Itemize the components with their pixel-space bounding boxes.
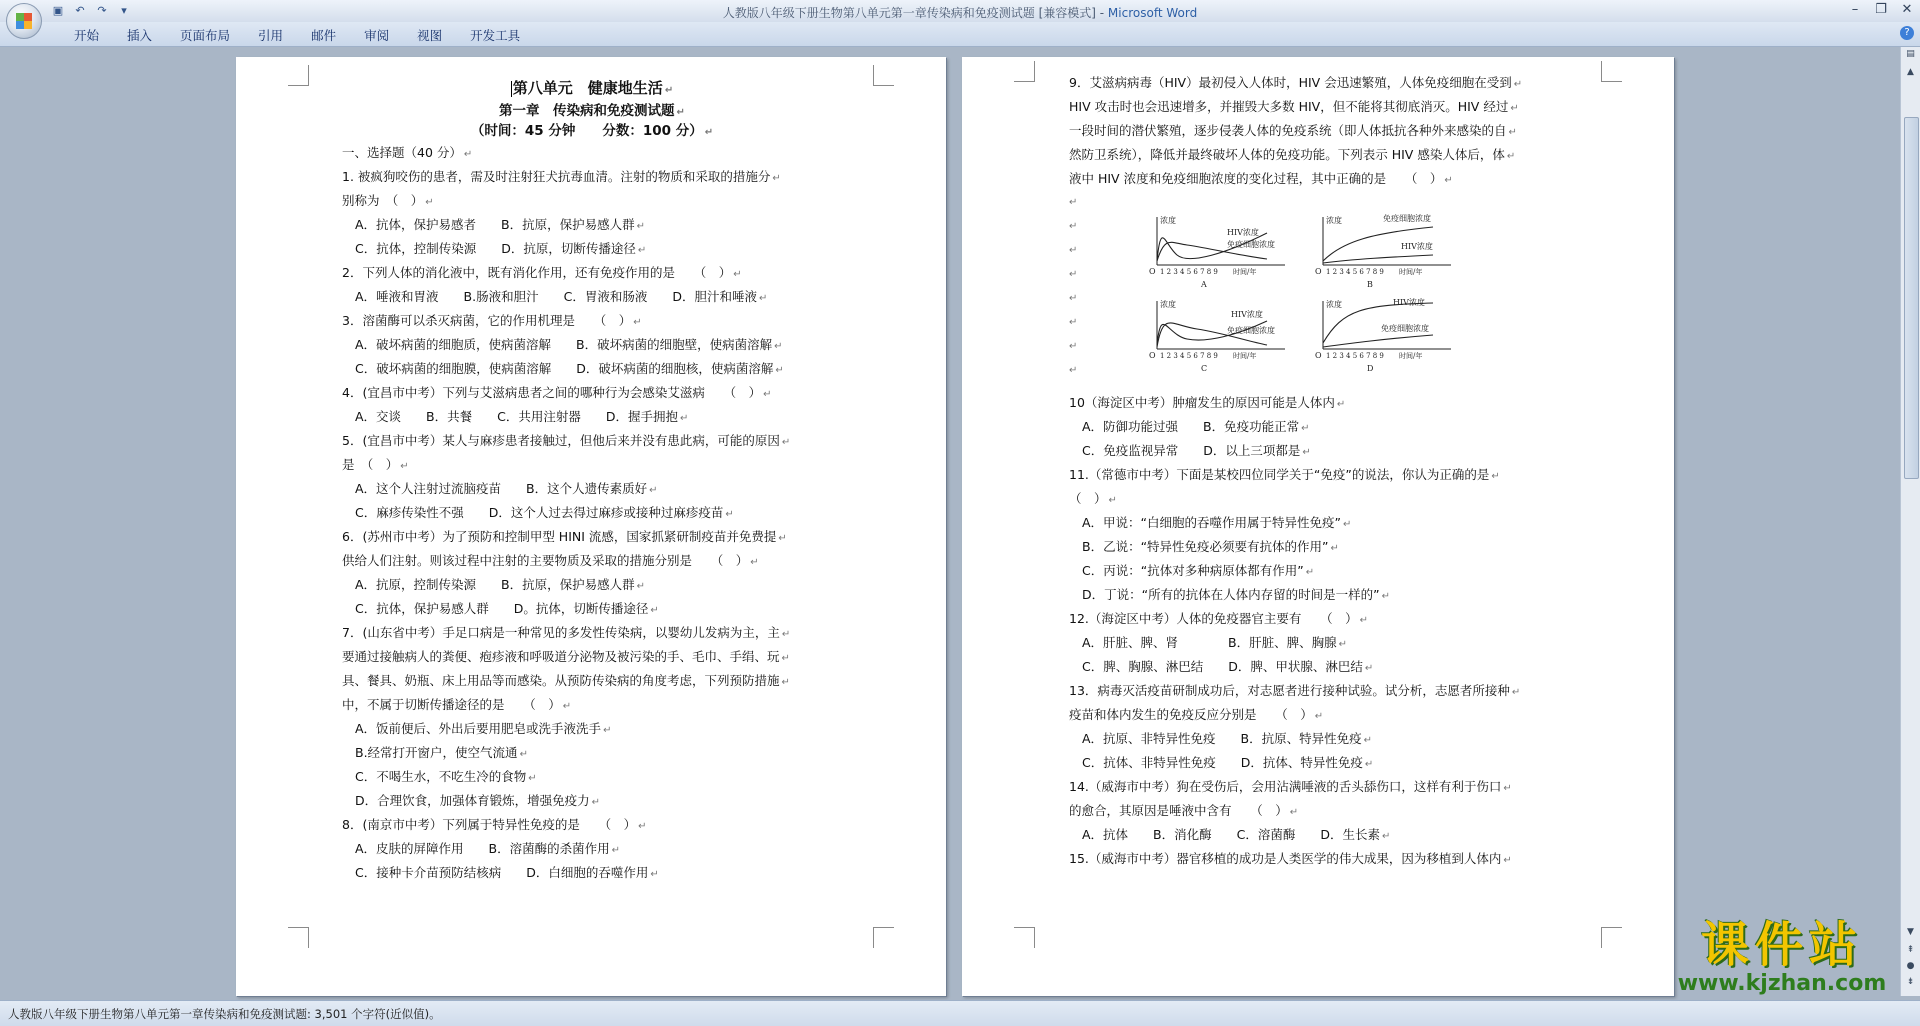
site-watermark xyxy=(1662,918,1902,996)
text-line[interactable] xyxy=(342,765,842,789)
crop-mark xyxy=(1601,61,1622,82)
text-line[interactable] xyxy=(1069,727,1575,751)
x-tick-labels: 1 2 3 4 5 6 7 8 9 xyxy=(1160,268,1218,276)
office-logo-icon xyxy=(16,13,32,29)
text-line[interactable] xyxy=(1069,847,1575,871)
text-line-content: A．抗原、非特异性免疫 B．抗原、特异性免疫 xyxy=(1082,731,1362,746)
text-line[interactable] xyxy=(1069,167,1575,191)
paragraph-mark: ↵ xyxy=(758,293,768,304)
text-line-content: 1. 被疯狗咬伤的患者，需及时注射狂犬抗毒血清。注射的物质和采取的措施分 xyxy=(342,169,771,184)
text-line-content: A．唾液和胃液 B.肠液和胆汁 C．胃液和肠液 D．胆汁和唾液 xyxy=(355,289,757,304)
text-line[interactable] xyxy=(1069,391,1575,415)
text-line[interactable] xyxy=(342,75,842,101)
text-line[interactable] xyxy=(1069,583,1575,607)
paragraph-mark: ↵ xyxy=(733,269,742,280)
text-line-content: A．皮肤的屏障作用 B．溶菌酶的杀菌作用 xyxy=(355,841,610,856)
watermark-url: www.kjzhan.com xyxy=(1677,971,1887,996)
paragraph-mark: ↵ xyxy=(591,797,601,808)
text-line[interactable] xyxy=(342,549,842,573)
text-line-content: 10（海淀区中考）肿瘤发生的原因可能是人体内 xyxy=(1069,395,1335,410)
text-line[interactable] xyxy=(342,741,842,765)
word-count-status[interactable]: 人教版八年级下册生物第八单元第一章传染病和免疫测试题: 3,501 个字符(近似值)。 xyxy=(8,1007,441,1021)
scroll-up-icon[interactable]: ▲ xyxy=(1907,67,1914,77)
text-line-content: C．丙说：“抗体对多种病原体都有作用” xyxy=(1082,563,1304,578)
origin-label: O xyxy=(1149,267,1156,276)
text-line-content: 5．(宜昌市中考）某人与麻疹患者接触过，但他后来并没有患此病，可能的原因 xyxy=(342,433,780,448)
text-line-content: D．丁说：“所有的抗体在人体内存留的时间是一样的” xyxy=(1082,587,1380,602)
paragraph-mark: ↵ xyxy=(1338,639,1348,650)
text-line-content: 4．(宜昌市中考）下列与艾滋病患者之间的哪种行为会感染艾滋病 （ ） xyxy=(342,385,762,400)
text-line[interactable] xyxy=(342,525,842,549)
immune-cell-curve xyxy=(1323,335,1433,347)
paragraph-mark: ↵ xyxy=(562,701,572,712)
close-icon[interactable]: ✕ xyxy=(1901,2,1913,17)
text-line[interactable] xyxy=(1069,535,1575,559)
paragraph-mark: ↵ xyxy=(463,149,473,160)
text-line-content: 疫苗和体内发生的免疫反应分别是 （ ） xyxy=(1069,707,1313,722)
text-line[interactable] xyxy=(342,285,842,309)
immune-cell-curve-label: 免疫细胞浓度 xyxy=(1227,240,1275,249)
document-title: 人教版八年级下册生物第八单元第一章传染病和免疫测试题 [兼容模式] - xyxy=(722,6,1108,20)
paragraph-mark: ↵ xyxy=(400,461,409,472)
text-line[interactable] xyxy=(1069,775,1575,799)
paragraph-mark: ↵ xyxy=(1381,831,1391,842)
panel-label: C xyxy=(1201,364,1208,373)
paragraph-mark: ↵ xyxy=(1508,127,1517,138)
immune-cell-curve-label: 免疫细胞浓度 xyxy=(1381,324,1429,333)
text-line[interactable] xyxy=(342,333,842,357)
text-line[interactable] xyxy=(342,861,842,885)
text-line-content: C．接种卡介苗预防结核病 D．白细胞的吞噬作用 xyxy=(355,865,649,880)
text-line-content: 9．艾滋病病毒（HIV）最初侵入人体时，HIV 会迅速繁殖，人体免疫细胞在受到 xyxy=(1069,75,1512,90)
paragraph-mark: ↵ xyxy=(750,557,759,568)
text-line[interactable] xyxy=(342,213,842,237)
text-line[interactable] xyxy=(1069,463,1575,487)
text-line[interactable] xyxy=(342,381,842,405)
paragraph-mark: ↵ xyxy=(1511,687,1521,698)
crop-mark xyxy=(873,927,894,948)
paragraph-mark: ↵ xyxy=(781,653,790,664)
text-line[interactable] xyxy=(342,573,842,597)
text-line-content: 一段时间的潜伏繁殖，逐步侵袭人体的免疫系统（即人体抵抗各种外来感染的自 xyxy=(1069,123,1507,138)
paragraph-mark: ↵ xyxy=(1363,735,1373,746)
tab-view[interactable]: 视图 xyxy=(417,28,443,43)
text-line-content: A．抗原，控制传染源 B．抗原，保护易感人群 xyxy=(355,577,635,592)
text-line[interactable] xyxy=(342,717,842,741)
text-line[interactable] xyxy=(1069,487,1575,511)
tab-developer[interactable]: 开发工具 xyxy=(470,28,521,43)
text-line-content: 13．病毒灭活疫苗研制成功后，对志愿者进行接种试验。试分析，志愿者所接种 xyxy=(1069,683,1510,698)
text-line[interactable] xyxy=(342,837,842,861)
undo-icon[interactable]: ↶ xyxy=(75,4,85,17)
paragraph-mark: ↵ xyxy=(704,127,714,138)
y-axis-label: 浓度 xyxy=(1160,216,1176,225)
text-line-content: A．破坏病菌的细胞质，使病菌溶解 B．破坏病菌的细胞壁，使病菌溶解 xyxy=(355,337,773,352)
immune-cell-curve xyxy=(1323,255,1433,263)
paragraph-mark: ↵ xyxy=(1381,591,1390,602)
text-line-content: 12.（海淀区中考）人体的免疫器官主要有 （ ） xyxy=(1069,611,1358,626)
paragraph-mark: ↵ xyxy=(1305,567,1315,578)
text-line[interactable] xyxy=(342,165,842,189)
paragraph-mark: ↵ xyxy=(638,821,647,832)
paragraph-mark: ↵ xyxy=(725,509,734,520)
tab-home[interactable]: 开始 xyxy=(74,28,100,43)
text-line-content: 3．溶菌酶可以杀灭病菌，它的作用机理是 （ ） xyxy=(342,313,632,328)
text-line[interactable] xyxy=(342,597,842,621)
hiv-figure-block xyxy=(1069,191,1575,391)
paragraph-mark: ↵ xyxy=(1108,495,1117,506)
text-line-content: 6．(苏州市中考）为了预防和控制甲型 HINI 流感，国家抓紧研制疫苗并免费提 xyxy=(342,529,777,544)
text-line[interactable] xyxy=(1069,823,1575,847)
text-line-content: HIV 攻击时也会迅速增多，并摧毁大多数 HIV，但不能将其彻底消灭。HIV 经过 xyxy=(1069,99,1509,114)
paragraph-mark: ↵ xyxy=(679,413,689,424)
window-controls xyxy=(1842,0,1920,20)
text-line[interactable] xyxy=(1069,703,1575,727)
customize-qat-icon[interactable]: ▾ xyxy=(121,4,127,17)
text-line[interactable] xyxy=(342,141,842,165)
text-line[interactable] xyxy=(1069,751,1575,775)
document-page-left[interactable] xyxy=(236,57,946,996)
text-line-content: 要通过接触病人的粪便、疱疹液和呼吸道分泌物及被污染的手、毛巾、手绢、玩 xyxy=(342,649,780,664)
tab-mailings[interactable]: 邮件 xyxy=(311,28,337,43)
crop-mark xyxy=(1014,927,1035,948)
question-9 xyxy=(1069,71,1575,191)
text-line[interactable] xyxy=(342,669,842,693)
text-line-content: 第一章 传染病和免疫测试题 xyxy=(499,103,675,119)
y-axis-label: 浓度 xyxy=(1326,216,1342,225)
text-line[interactable] xyxy=(342,789,842,813)
x-axis-label: 时间/年 xyxy=(1233,352,1257,360)
paragraph-mark: ↵ xyxy=(637,245,647,256)
text-line[interactable] xyxy=(1069,799,1575,823)
text-line[interactable] xyxy=(342,477,842,501)
tab-page-layout[interactable]: 页面布局 xyxy=(180,28,231,43)
text-line-content: B．乙说：“特异性免疫必须要有抗体的作用” xyxy=(1082,539,1329,554)
paragraph-mark: ↵ xyxy=(650,605,659,616)
text-line-content: C．免疫监视异常 D．以上三项都是 xyxy=(1082,443,1301,458)
crop-mark xyxy=(1014,61,1035,82)
text-line[interactable] xyxy=(1069,559,1575,583)
paragraph-mark: ↵ xyxy=(1513,79,1523,90)
hiv-curve-label: HIV浓度 xyxy=(1401,242,1433,251)
x-axis-label: 时间/年 xyxy=(1399,352,1423,360)
paragraph-mark: ↵ xyxy=(1503,783,1512,794)
text-line-content: 具、餐具、奶瓶、床上用品等而感染。从预防传染病的角度考虑，下列预防措施 xyxy=(342,673,780,688)
x-tick-labels: 1 2 3 4 5 6 7 8 9 xyxy=(1326,352,1384,360)
select-browse-object-icon[interactable]: ● xyxy=(1906,961,1915,971)
text-line[interactable] xyxy=(1069,439,1575,463)
text-line-content: A．抗体，保护易感者 B．抗原，保护易感人群 xyxy=(355,217,635,232)
paragraph-mark: ↵ xyxy=(772,173,781,184)
text-line-content: A．甲说：“白细胞的吞噬作用属于特异性免疫” xyxy=(1082,515,1342,530)
text-line[interactable] xyxy=(342,501,842,525)
text-line-content: （ ） xyxy=(1069,491,1107,506)
paragraph-mark: ↵ xyxy=(528,773,537,784)
tab-review[interactable]: 审阅 xyxy=(364,28,390,43)
hiv-curve-label: HIV浓度 xyxy=(1393,298,1425,307)
text-line[interactable] xyxy=(1069,119,1575,143)
text-line-content: 中，不属于切断传播途径的是 （ ） xyxy=(342,697,561,712)
paragraph-mark: ↵ xyxy=(1301,423,1310,434)
paragraph-mark: ↵ xyxy=(603,725,612,736)
text-line[interactable] xyxy=(1069,95,1575,119)
paragraph-mark: ↵ xyxy=(676,107,685,118)
hiv-curve-label: HIV浓度 xyxy=(1227,228,1259,237)
text-line[interactable] xyxy=(342,101,842,121)
paragraph-mark: ↵ xyxy=(775,365,784,376)
document-workspace xyxy=(0,47,1900,996)
paragraph-mark: ↵ xyxy=(781,677,790,688)
tab-references[interactable]: 引用 xyxy=(258,28,284,43)
x-axis-label: 时间/年 xyxy=(1399,268,1423,276)
paragraph-mark: ↵ xyxy=(1506,151,1516,162)
panel-label: A xyxy=(1201,280,1207,289)
crop-mark xyxy=(288,65,309,86)
text-line-content: 液中 HIV 浓度和免疫细胞浓度的变化过程，其中正确的是 （ ） xyxy=(1069,171,1443,186)
text-line[interactable] xyxy=(1069,655,1575,679)
previous-page-icon[interactable]: ⇞ xyxy=(1906,945,1915,955)
text-line[interactable] xyxy=(1069,679,1575,703)
tab-insert[interactable]: 插入 xyxy=(127,28,153,43)
paragraph-mark: ↵ xyxy=(781,437,791,448)
paragraph-mark: ↵ xyxy=(1314,711,1324,722)
paragraph-mark: ↵ xyxy=(763,389,772,400)
restore-icon[interactable]: ❐ xyxy=(1875,2,1887,17)
y-axis-label: 浓度 xyxy=(1326,300,1342,309)
paragraph-mark: ↵ xyxy=(633,317,642,328)
x-axis-label: 时间/年 xyxy=(1233,268,1257,276)
x-tick-labels: 1 2 3 4 5 6 7 8 9 xyxy=(1160,352,1218,360)
text-line-content: 15.（威海市中考）器官移植的成功是人类医学的伟大成果，因为移植到人体内 xyxy=(1069,851,1502,866)
text-line[interactable] xyxy=(342,121,842,141)
hiv-concentration-figure xyxy=(1141,209,1469,379)
hiv-curve xyxy=(1323,303,1433,343)
paragraph-mark: ↵ xyxy=(1336,399,1346,410)
text-line-content: C．抗体，保护易感人群 D。抗体，切断传播途径 xyxy=(355,601,649,616)
paragraph-mark: ↵ xyxy=(1444,175,1453,186)
watermark-logo-text: 课件站 xyxy=(1700,917,1863,973)
paragraph-mark: ↵ xyxy=(1302,447,1311,458)
text-line-content: 11.（常德市中考）下面是某校四位同学关于“免疫”的说法，你认为正确的是 xyxy=(1069,467,1490,482)
crop-mark xyxy=(288,927,309,948)
page-left-text xyxy=(342,75,842,885)
status-bar xyxy=(0,1000,1920,1026)
text-line-content: A．防御功能过强 B．免疫功能正常 xyxy=(1082,419,1300,434)
crop-mark xyxy=(873,65,894,86)
paragraph-mark: ↵ xyxy=(774,341,783,352)
paragraph-mark: ↵ xyxy=(1330,543,1339,554)
redo-icon[interactable]: ↷ xyxy=(97,4,107,17)
hiv-curve-label: HIV浓度 xyxy=(1231,310,1263,319)
paragraph-mark: ↵ xyxy=(1359,615,1369,626)
paragraph-mark: ↵ xyxy=(1510,103,1519,114)
text-line-content: C．抗体，控制传染源 D．抗原，切断传播途径 xyxy=(355,241,636,256)
ribbon-tabs xyxy=(60,26,534,44)
origin-label: O xyxy=(1315,267,1322,276)
text-cursor xyxy=(511,81,512,97)
text-line[interactable] xyxy=(1069,631,1575,655)
paragraph-mark: ↵ xyxy=(664,85,674,96)
ribbon-tab-bar xyxy=(0,22,1920,47)
text-line[interactable] xyxy=(1069,71,1575,95)
text-line-content: C．破坏病菌的细胞膜，使病菌溶解 D．破坏病菌的细胞核，使病菌溶解 xyxy=(355,361,774,376)
title-bar xyxy=(0,0,1920,22)
text-line-content: 然防卫系统），降低并最终破坏人体的免疫功能。下列表示 HIV 感染人体后，体 xyxy=(1069,147,1505,162)
text-line[interactable] xyxy=(342,621,842,645)
questions-10-15 xyxy=(1069,391,1575,871)
origin-label: O xyxy=(1315,351,1322,360)
help-icon[interactable]: ? xyxy=(1900,26,1914,40)
paragraph-mark: ↵ xyxy=(1289,807,1299,818)
page-right-text xyxy=(1069,71,1575,871)
paragraph-mark: ↵ xyxy=(1364,759,1374,770)
text-line-content: A．抗体 B．消化酶 C．溶菌酶 D．生长素 xyxy=(1082,827,1380,842)
text-line[interactable] xyxy=(1069,607,1575,631)
text-line-content: 2．下列人体的消化液中，既有消化作用，还有免疫作用的是 （ ） xyxy=(342,265,732,280)
panel-label: D xyxy=(1367,364,1374,373)
paragraph-mark: ↵ xyxy=(781,629,791,640)
text-line-content: 别称为 （ ） xyxy=(342,193,424,208)
text-line-content: C．不喝生水，不吃生冷的食物 xyxy=(355,769,527,784)
text-line[interactable] xyxy=(1069,511,1575,535)
paragraph-mark: ↵ xyxy=(519,749,528,760)
text-line[interactable] xyxy=(342,405,842,429)
origin-label: O xyxy=(1149,351,1156,360)
y-axis-label: 浓度 xyxy=(1160,300,1176,309)
text-line-content: （时间：45 分钟 分数：100 分） xyxy=(470,123,703,139)
text-line[interactable] xyxy=(342,261,842,285)
paragraph-marks: ↵ ↵ ↵ ↵ ↵ ↵ ↵ ↵ xyxy=(1069,197,1078,376)
immune-cell-curve-label: 免疫细胞浓度 xyxy=(1383,214,1431,223)
text-line-content: 8．(南京市中考）下列属于特异性免疫的是 （ ） xyxy=(342,817,637,832)
text-line[interactable] xyxy=(342,813,842,837)
text-line[interactable] xyxy=(342,645,842,669)
text-line-content: B.经常打开窗户，使空气流通 xyxy=(355,745,518,760)
text-line-content: A．这个人注射过流脑疫苗 B．这个人遗传素质好 xyxy=(355,481,648,496)
text-line-content: 供给人们注射。则该过程中注射的主要物质及采取的措施分别是 （ ） xyxy=(342,553,749,568)
text-line[interactable] xyxy=(342,357,842,381)
text-line-content: A．肝脏、脾、肾 B．肝脏、脾、胸腺 xyxy=(1082,635,1337,650)
text-line-content: 第八单元 健康地生活 xyxy=(512,79,663,97)
save-icon[interactable]: ▣ xyxy=(52,4,64,17)
paragraph-mark: ↵ xyxy=(1503,855,1512,866)
text-line-content: 7．(山东省中考）手足口病是一种常见的多发性传染病，以婴幼儿发病为主，主 xyxy=(342,625,780,640)
text-line[interactable] xyxy=(342,189,842,213)
paragraph-mark: ↵ xyxy=(1491,471,1500,482)
text-line[interactable] xyxy=(342,693,842,717)
paragraph-mark: ↵ xyxy=(650,869,659,880)
paragraph-mark: ↵ xyxy=(1343,519,1352,530)
text-line[interactable] xyxy=(342,237,842,261)
text-line-content: 14.（威海市中考）狗在受伤后，会用沾满唾液的舌头舔伤口，这样有利于伤口 xyxy=(1069,779,1502,794)
text-line[interactable] xyxy=(342,429,842,453)
vertical-scrollbar[interactable] xyxy=(1900,47,1920,996)
scroll-down-icon[interactable]: ▼ xyxy=(1907,927,1914,937)
window-title xyxy=(0,4,1920,21)
x-tick-labels: 1 2 3 4 5 6 7 8 9 xyxy=(1326,268,1384,276)
paragraph-mark: ↵ xyxy=(778,533,787,544)
ruler-toggle-icon[interactable]: ▤ xyxy=(1906,49,1915,59)
paragraph-mark: ↵ xyxy=(1364,663,1374,674)
paragraph-mark: ↵ xyxy=(611,845,621,856)
text-line-content: C．抗体、非特异性免疫 D．抗体、特异性免疫 xyxy=(1082,755,1363,770)
text-line[interactable] xyxy=(1069,415,1575,439)
text-line[interactable] xyxy=(342,309,842,333)
office-button[interactable] xyxy=(6,3,42,39)
text-line[interactable] xyxy=(1069,143,1575,167)
paragraph-mark: ↵ xyxy=(636,581,646,592)
scrollbar-thumb[interactable] xyxy=(1904,117,1919,479)
next-page-icon[interactable]: ⇟ xyxy=(1906,977,1915,987)
crop-mark xyxy=(1601,927,1622,948)
text-line-content: 是 （ ） xyxy=(342,457,399,472)
text-line-content: C．脾、胸腺、淋巴结 D．脾、甲状腺、淋巴结 xyxy=(1082,659,1363,674)
minimize-icon[interactable]: – xyxy=(1851,2,1859,17)
text-line-content: 一、选择题（40 分） xyxy=(342,145,462,160)
text-line[interactable] xyxy=(342,453,842,477)
paragraph-mark: ↵ xyxy=(636,221,646,232)
text-line-content: A．饭前便后、外出后要用肥皂或洗手液洗手 xyxy=(355,721,602,736)
text-line-content: C．麻疹传染性不强 D．这个人过去得过麻疹或接种过麻疹疫苗 xyxy=(355,505,724,520)
document-page-right[interactable] xyxy=(962,57,1674,996)
paragraph-mark: ↵ xyxy=(425,197,434,208)
paragraph-mark: ↵ xyxy=(649,485,658,496)
text-line-content: D．合理饮食，加强体育锻炼，增强免疫力 xyxy=(355,793,590,808)
app-name: Microsoft Word xyxy=(1107,6,1198,20)
immune-cell-curve-label: 免疫细胞浓度 xyxy=(1227,326,1275,335)
text-line-content: 的愈合，其原因是唾液中含有 （ ） xyxy=(1069,803,1288,818)
panel-label: B xyxy=(1367,280,1373,289)
text-line-content: A．交谈 B．共餐 C．共用注射器 D．握手拥抱 xyxy=(355,409,678,424)
